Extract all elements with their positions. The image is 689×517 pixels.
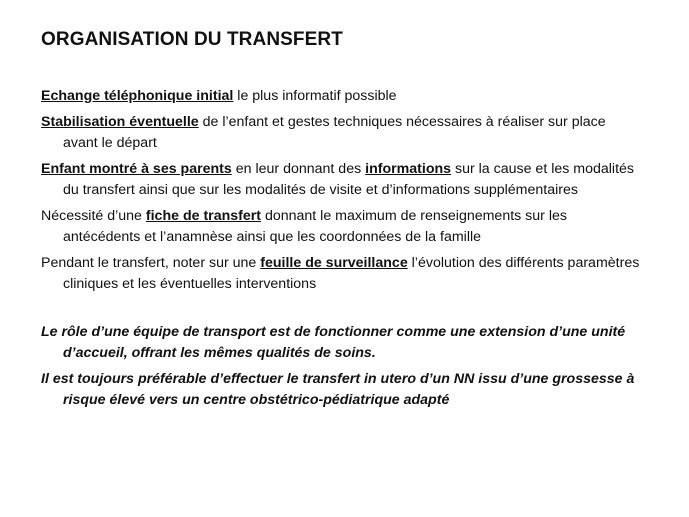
paragraph-text: l’évolution des différents paramètres cliniques et les éventuelles interventions bbox=[63, 255, 640, 292]
paragraph-fiche-transfert bbox=[41, 206, 641, 248]
emphasis-feuille-surveillance: feuille de surveillance bbox=[260, 255, 408, 271]
slide-title: ORGANISATION DU TRANSFERT bbox=[41, 29, 343, 50]
slide-content bbox=[41, 86, 641, 416]
paragraph-text: en leur donnant des bbox=[231, 161, 366, 177]
spacer bbox=[41, 300, 641, 322]
paragraph-text: donnant le maximum de renseignements sur les antécédents et l’anamnèse ainsi que les coordonnées de la famille bbox=[63, 208, 567, 245]
paragraph-echange bbox=[41, 86, 641, 107]
paragraph-enfant-montre bbox=[41, 159, 641, 201]
paragraph-text: de l’enfant et gestes techniques nécessaires à réaliser sur place avant le départ bbox=[63, 114, 606, 151]
emphasis-fiche-transfert: fiche de transfert bbox=[145, 208, 261, 224]
emphasis-stabilisation: Stabilisation éventuelle bbox=[41, 114, 199, 130]
paragraph-surveillance bbox=[41, 253, 641, 295]
paragraph-text: Pendant le transfert, noter sur une bbox=[41, 255, 261, 271]
emphasis-informations: informations bbox=[365, 161, 452, 177]
paragraph-text: sur la cause et les modalités du transfert ainsi que sur les modalités de visite et d’informations supplémentaires bbox=[63, 161, 634, 198]
italic-paragraph-role-equipe: Le rôle d’une équipe de transport est de fonctionner comme une extension d’une unité d’accueil, offrant les mêmes qualités de soins. bbox=[41, 324, 626, 361]
paragraph-text: le plus informatif possible bbox=[233, 88, 397, 104]
emphasis-enfant-montre: Enfant montré à ses parents bbox=[41, 161, 232, 177]
paragraph-text: Nécessité d’une bbox=[41, 208, 146, 224]
italic-paragraph-transfert-in-utero: Il est toujours préférable d’effectuer le transfert in utero d’un NN issu d’une grossesse à risque élevé vers un centre obstétrico-pédiatrique adapté bbox=[41, 371, 635, 408]
paragraph-stabilisation bbox=[41, 112, 641, 154]
emphasis-echange: Echange téléphonique initial bbox=[41, 88, 234, 104]
